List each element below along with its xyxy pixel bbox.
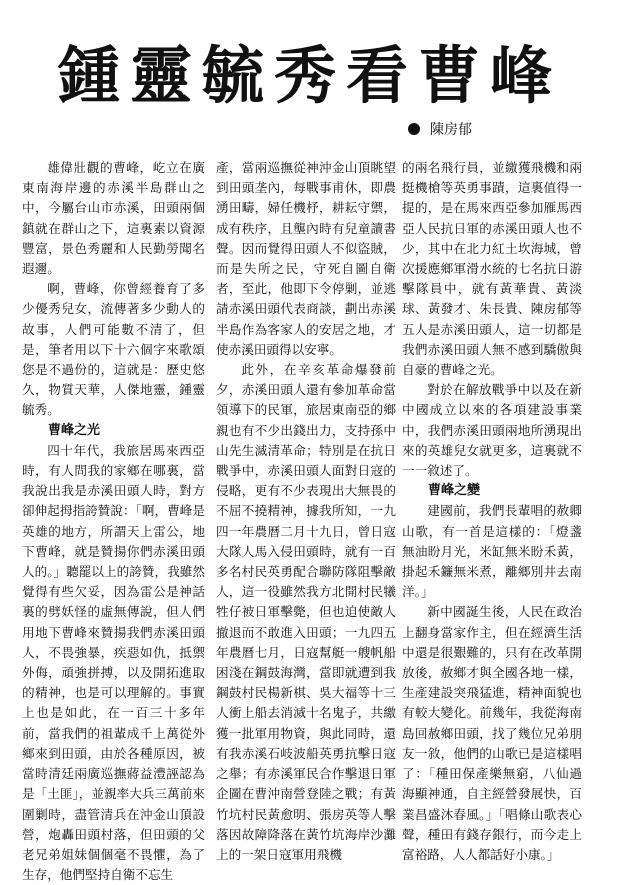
paragraph: 的兩名飛行員，並繳獲飛機和兩挺機槍等英勇事蹟，這裏值得一提的，是在馬來西亞參加雁馬西亞人民抗日軍的赤溪田頭人也不少，其中在北力紅土坎海城，曾次援應鄉軍滑水統的七名抗日游擊隊員中，就有黃華貴、黃淡球、黃發才、朱長貴、陳房郁等五人是赤溪田頭人，這一切都是我們赤溪田頭人無不感到驕傲與自豪的曹峰之光。 — [402, 160, 582, 378]
paragraph: 此外，在辛亥革命爆發前夕，赤溪田頭人還有參加革命當領導下的民軍，旅居東南亞的鄉親也有不少出錢出力，支持孫中山先生滅清革命；特別是在抗日戰爭中，赤溪田頭人面對日寇的侵略，更有不少表現出大無畏的不屈不撓精神，據我所知，一九四一年農曆二月十九日，曾日寇大隊人馬入侵田頭時，就有一百多名村民英勇配合聯防隊阻擊敵人，這一役雖然我方北開村民犧牲仔被日軍擊斃，但也迫使敵人撤退而不敢進入田頭；一九四五年農曆七月，日寇幫艇一艘帆船困淺在鋼鼓海灣，當即就遭到我鋼鼓村民楊新棋、吳大福等十三人衝上船去消滅十名鬼子，共繳獲一批軍用物資，與此同時，還有我赤溪石岐波船英勇抗擊日寇之舉；有赤溪軍民合作擊退日軍企圖在曹沖南營登陸之戰；有黃竹坑村民黃愈明、張房英等人擊落因故障降落在黃竹坑海岸沙灘上的一架日寇軍用飛機 — [216, 362, 396, 862]
paragraph: 雄偉壯觀的曹峰，屹立在廣東南海岸邊的赤溪半島群山之中，今屬台山市赤溪，田頭兩個鎮就在群山之下，這裏素以資源豐富，景色秀麗和人民勤勞聞名遐邇。 — [22, 160, 205, 277]
article-title: 鍾靈毓秀看曹峰 — [57, 38, 562, 112]
paragraph: 四十年代，我旅居馬來西亞時，有人問我的家鄉在哪裏，當我說出我是赤溪田頭人時，對方卻伸起拇指誇贊說：「啊，曹峰是英雄的地方，所謂天上雷公，地下曹峰，就是贊揚你們赤溪田頭人的。」聽罷以上的誇贊，我雖然覺得有些欠妥，因為雷公是神話裏的劈妖怪的虛無傳說，但人們用地下曹峰來贊揚我們赤溪田頭人，不畏強暴，疾惡如仇，抵禦外侮，頑強拼搏，以及開拓進取的精神，也是可以理解的。事實上也是如此，在一百三十多年前，當我們的祖輩成千上萬從外鄉來到田頭，由於各種原因，被當時清廷兩廣巡撫蔣益澧誣認為是「土匪」，並親率大兵三萬前來圍剿時，盡管清兵在沖金山頂設營，炮轟田頭村落，但田頭的父老兄弟姐妹個個毫不畏懼，為了生存，他們堅持自衛不忘生 — [22, 442, 205, 883]
bullet-icon — [408, 123, 420, 135]
paragraph: 建國前，我們長輩唱的赦卿山歌，有一首是這樣的：「燈盞無油盼月光，米缸無米盼禾黃，掛起禾鐮無米煮，離鄉別井去南洋。」 — [402, 503, 582, 600]
paragraph: 啊，曹峰，你曾經養育了多少優秀兒女，流傳著多少動人的故事，人們可能數不清了，但是，筆者用以下十六個字來歌頌您是不過份的，這就是：歷史悠久，物質天華，人傑地靈，鍾靈毓秀。 — [22, 281, 205, 418]
column-1 — [22, 158, 205, 885]
paragraph: 對於在解放戰爭中以及在新中國成立以來的各項建設事業中，我們赤溪田頭兩地所湧現出來的英雄兒女就更多，這裏就不一一敘述了。 — [402, 382, 582, 479]
column-3 — [402, 158, 582, 865]
paragraph: 新中國誕生後，人民在政治上翻身當家作主，但在經濟生活中還是很艱難的，只有在改革開放後，赦鄉才與全國各地一樣，生產建設突飛猛進，精神面貌也有較大變化。前幾年，我從海南島回赦鄉田頭，找了幾位兄弟朋友一敘，他們的山歌已是這樣唱了：「種田保產樂無窮，八仙過海顯神通，自主經營發展快，百業昌盛沐春風。」「唱條山歌表心聲，種田有錢存銀行，而今走上富裕路，人人都話好小康。」 — [402, 604, 582, 862]
section-heading: 曹峰之變 — [428, 483, 481, 499]
byline — [408, 120, 472, 138]
section-heading: 曹峰之光 — [48, 422, 101, 438]
author-name: 陳房郁 — [430, 122, 472, 138]
paragraph: 產，當兩巡撫從神沖金山頂眺望到田頭垄內，每戰事甫休，即農湧田疇，婦任機杼，耕耘守禦，成有秩序，且壟內時有兒童讀書聲。因而覺得田頭人不似盜賊，而是失所之民，守死自圖自衛者，至此，他即下令停剿，並逃請赤溪田頭代表商談，劃出赤溪半島作為客家人的安居之地，才使赤溪田頭得以安寧。 — [216, 160, 396, 357]
column-2 — [216, 158, 396, 865]
